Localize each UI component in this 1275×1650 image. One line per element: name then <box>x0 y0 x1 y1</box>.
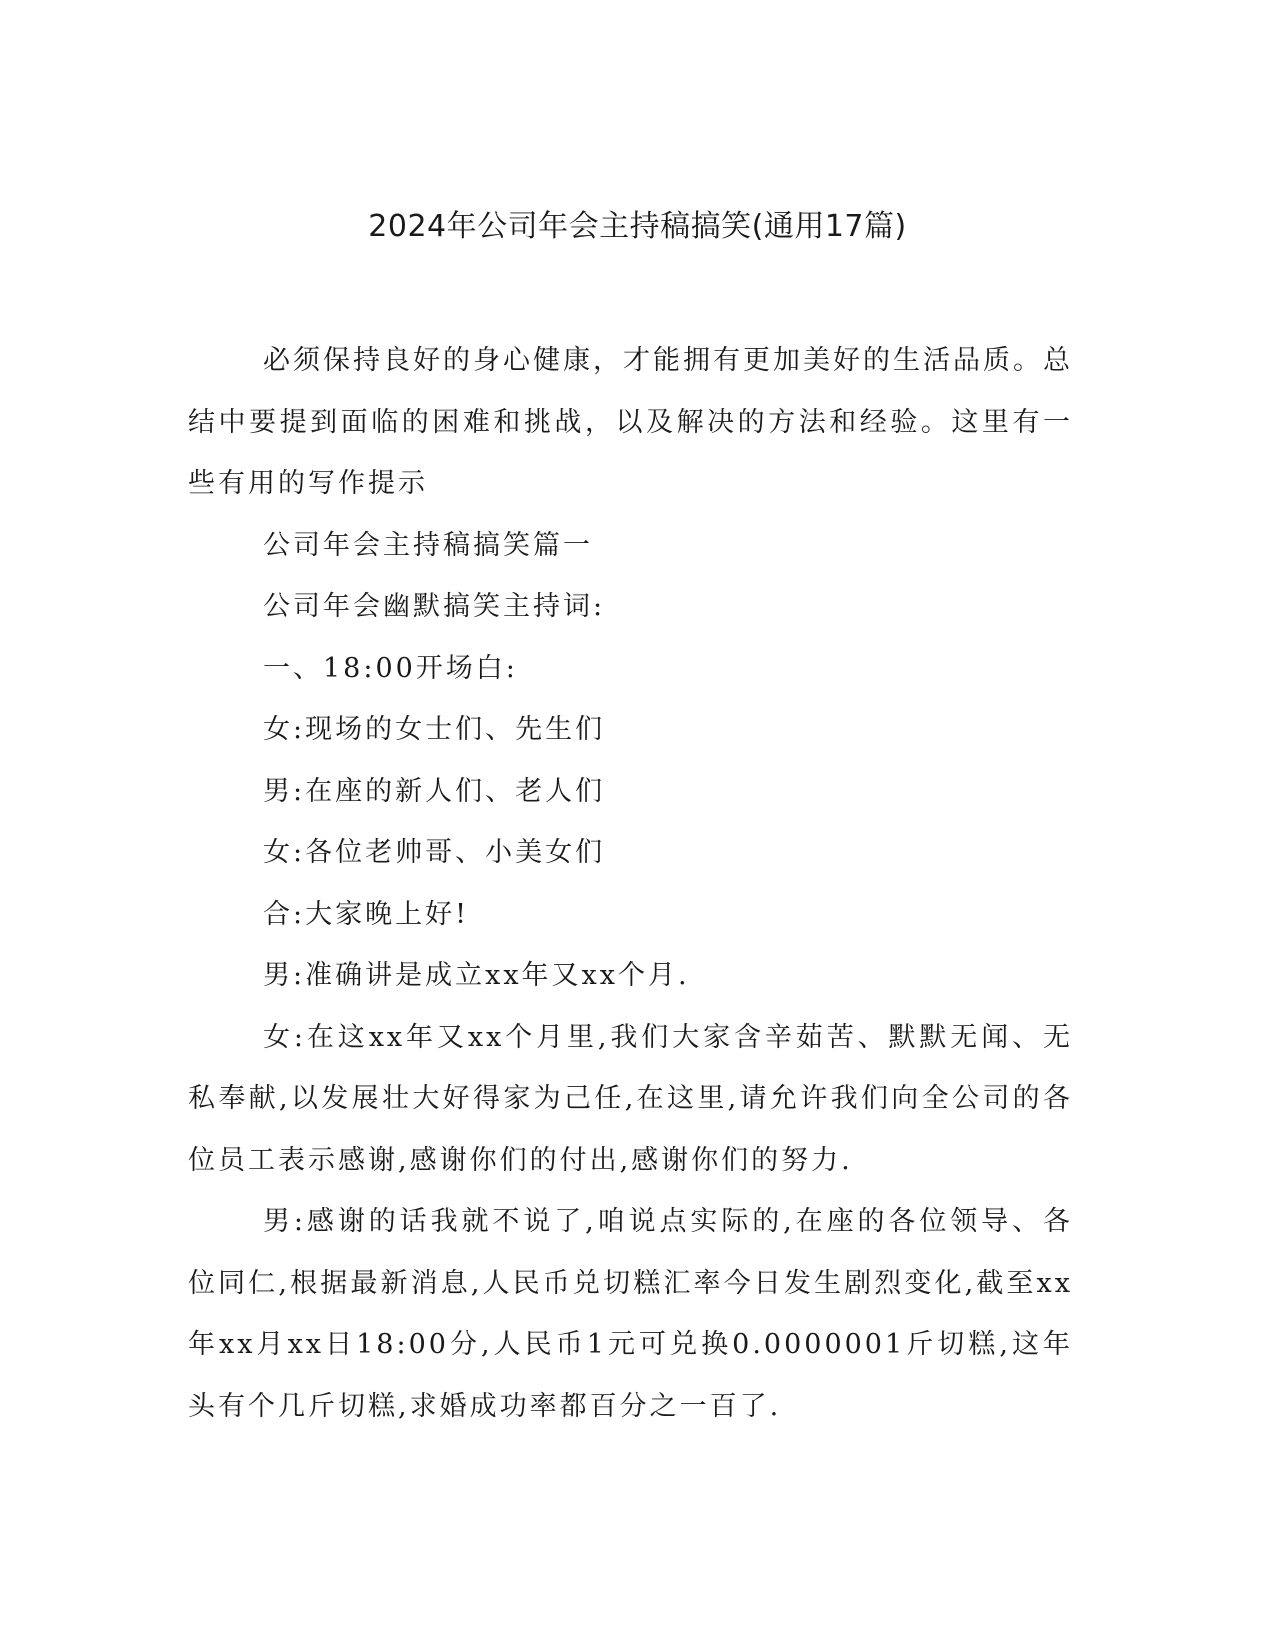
paragraph-line: 男:感谢的话我就不说了,咱说点实际的,在座的各位领导、各位同仁,根据最新消息,人民币兑切糕汇率今日发生剧烈变化,截至xx年xx月xx日18:00分,人民币1元可兑换0.0000001斤切糕,这年头有个几斤切糕,求婚成功率都百分之一百了. <box>188 1206 1073 1422</box>
paragraph-line: 女:各位老帅哥、小美女们 <box>263 837 606 868</box>
paragraph-line: 合:大家晚上好! <box>263 898 469 930</box>
document-body <box>188 330 1073 1437</box>
paragraph-line: 女:现场的女士们、先生们 <box>263 714 606 745</box>
paragraph-intro: 必须保持良好的身心健康，才能拥有更加美好的生活品质。总结中要提到面临的困难和挑战，以及解决的方法和经验。这里有一些有用的写作提示 <box>188 345 1073 499</box>
paragraph-host-script-heading: 公司年会幽默搞笑主持词: <box>263 591 606 622</box>
paragraph-section-heading: 公司年会主持稿搞笑篇一 <box>263 529 593 561</box>
document-title: 2024年公司年会主持稿搞笑(通用17篇) <box>368 209 907 244</box>
paragraph-opening-heading: 一、18:00开场白: <box>263 652 518 684</box>
paragraph-line: 男:在座的新人们、老人们 <box>263 775 606 807</box>
paragraph-line: 女:在这xx年又xx个月里,我们大家含辛茹苦、默默无闻、无私奉献,以发展壮大好得家为己任,在这里,请允许我们向全公司的各位员工表示感谢,感谢你们的付出,感谢你们的努力. <box>188 1021 1073 1176</box>
paragraph-line: 男:准确讲是成立xx年又xx个月. <box>263 960 690 991</box>
